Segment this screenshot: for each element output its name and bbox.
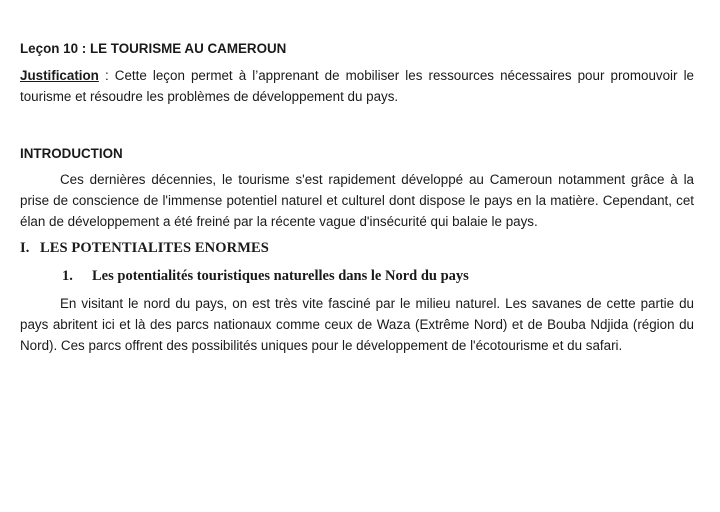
introduction-heading: INTRODUCTION bbox=[20, 146, 123, 161]
lesson-title: Leçon 10 : LE TOURISME AU CAMEROUN bbox=[20, 41, 287, 56]
justification-paragraph bbox=[20, 65, 694, 107]
subsection-paragraph: En visitant le nord du pays, on est très vite fasciné par le milieu naturel. Les savanes de cette partie du pays abritent ici et là des parcs nationaux comme ceux de Waza (Extrême Nord) et de Bouba Ndjida (région du Nord). Ces parcs offrent des possibilités uniques pour le développement de l'écotourisme et du safari. bbox=[20, 296, 694, 353]
section-heading bbox=[20, 238, 694, 260]
section-number: I. bbox=[20, 240, 30, 256]
document-page bbox=[20, 38, 694, 356]
justification-separator: : bbox=[98, 68, 115, 83]
section-title: LES POTENTIALITES ENORMES bbox=[40, 240, 269, 256]
subsection-title: Les potentialités touristiques naturelles dans le Nord du pays bbox=[92, 268, 469, 284]
subsection-heading bbox=[62, 266, 694, 288]
justification-label: Justification bbox=[20, 68, 99, 83]
subsection-number: 1. bbox=[62, 268, 73, 284]
justification-text: Cette leçon permet à l’apprenant de mobiliser les ressources nécessaires pour promouvoir le tourisme et résoudre les problèmes de développement du pays. bbox=[20, 68, 694, 104]
introduction-paragraph: Ces dernières décennies, le tourisme s'est rapidement développé au Cameroun notamment grâce à la prise de conscience de l'immense potentiel naturel et culturel dont dispose le pays en la matière. Cependant, cet élan de développement a été freiné par la récente vague d'insécurité qui balaie le pays. bbox=[20, 172, 694, 229]
